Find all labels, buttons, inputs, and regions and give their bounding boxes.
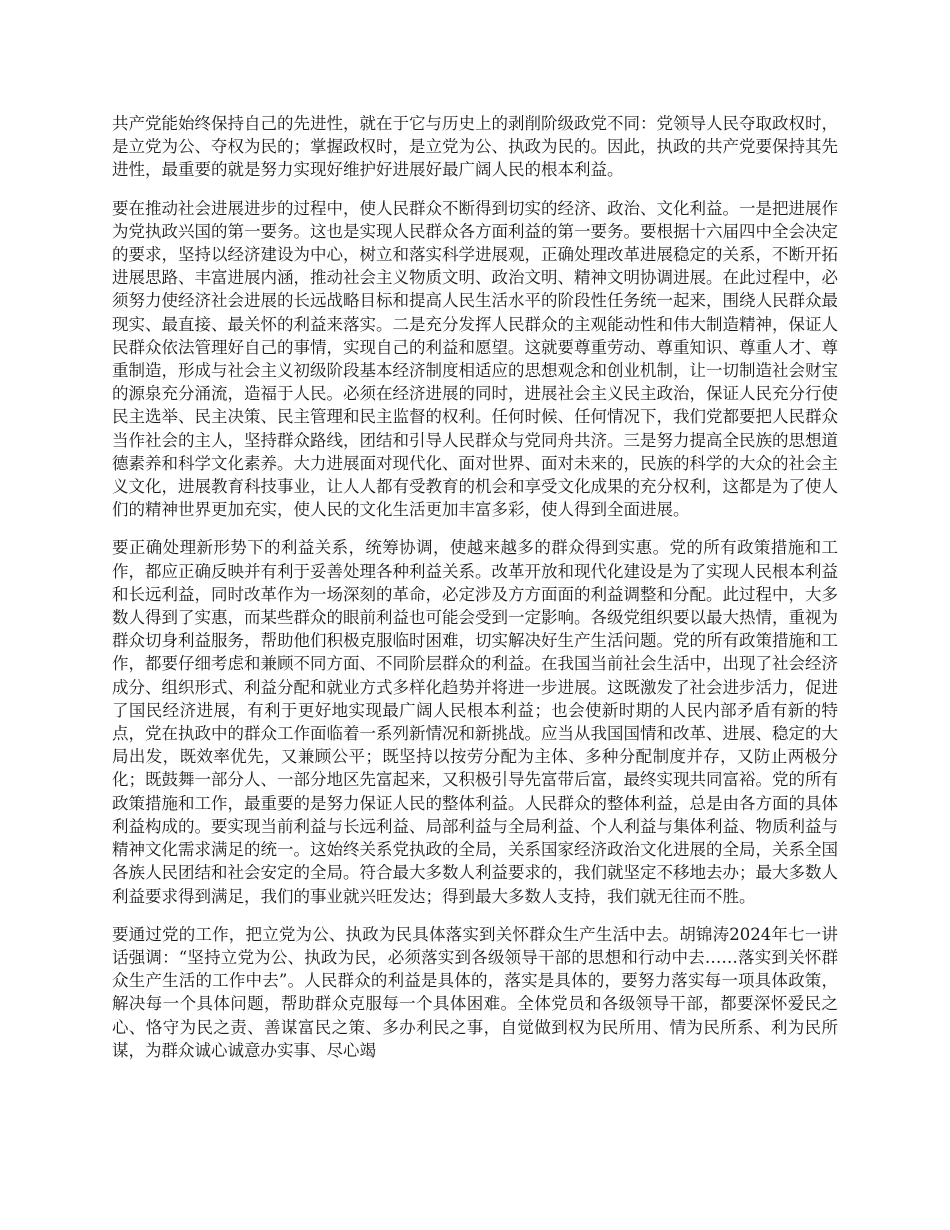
paragraph-4: 要通过党的工作，把立党为公、执政为民具体落实到关怀群众生产生活中去。胡锦涛2024年七一讲话强调：“坚持立党为公、执政为民，必须落实到各级领导干部的思想和行动中去……落实到关怀群众生产生活的工作中去”。人民群众的利益是具体的，落实是具体的，要努力落实每一项具体政策，解决每一个具体问题，帮助群众克服每一个具体困难。全体党员和各级领导干部，都要深怀爱民之心、恪守为民之责、善谋富民之策、多办利民之事，自觉做到权为民所用、情为民所系、利为民所谋，为群众诚心诚意办实事、尽心竭 bbox=[112, 924, 838, 1060]
paragraph-1: 共产党能始终保持自己的先进性，就在于它与历史上的剥削阶级政党不同：党领导人民夺取政权时，是立党为公、夺权为民的；掌握政权时，是立党为公、执政为民的。因此，执政的共产党要保持其先进性，最重要的就是努力实现好维护好进展好最广阔人民的根本利益。 bbox=[112, 114, 838, 180]
document-body bbox=[112, 112, 838, 1077]
paragraph-2: 要在推动社会进展进步的过程中，使人民群众不断得到切实的经济、政治、文化利益。一是把进展作为党执政兴国的第一要务。这也是实现人民群众各方面利益的第一要务。要根据十六届四中全会决定的要求，坚持以经济建设为中心，树立和落实科学进展观，正确处理改革进展稳定的关系，不断开拓进展思路、丰富进展内涵，推动社会主义物质文明、政治文明、精神文明协调进展。在此过程中，必须努力使经济社会进展的长远战略目标和提高人民生活水平的阶段性任务统一起来，围绕人民群众最现实、最直接、最关怀的利益来落实。二是充分发挥人民群众的主观能动性和伟大制造精神，保证人民群众依法管理好自己的事情，实现自己的利益和愿望。这就要尊重劳动、尊重知识、尊重人才、尊重制造，形成与社会主义初级阶段基本经济制度相适应的思想观念和创业机制，让一切制造社会财宝的源泉充分涌流，造福于人民。必须在经济进展的同时，进展社会主义民主政治，保证人民充分行使民主选举、民主决策、民主管理和民主监督的权利。任何时候、任何情况下，我们党都要把人民群众当作社会的主人，坚持群众路线，团结和引导人民群众与党同舟共济。三是努力提高全民族的思想道德素养和科学文化素养。大力进展面对现代化、面对世界、面对未来的，民族的科学的大众的社会主义文化，进展教育科技事业，让人人都有受教育的机会和享受文化成果的充分权利，这都是为了使人们的精神世界更加充实，使人民的文化生活更加丰富多彩，使人得到全面进展。 bbox=[112, 198, 838, 520]
paragraph-3: 要正确处理新形势下的利益关系，统筹协调，使越来越多的群众得到实惠。党的所有政策措施和工作，都应正确反映并有利于妥善处理各种利益关系。改革开放和现代化建设是为了实现人民根本利益和长远利益，同时改革作为一场深刻的革命，必定涉及方方面面的利益调整和分配。此过程中，大多数人得到了实惠，而某些群众的眼前利益也可能会受到一定影响。各级党组织要以最大热情，重视为群众切身利益服务，帮助他们积极克服临时困难，切实解决好生产生活问题。党的所有政策措施和工作，都要仔细考虑和兼顾不同方面、不同阶层群众的利益。在我国当前社会生活中，出现了社会经济成分、组织形式、利益分配和就业方式多样化趋势并将进一步进展。这既激发了社会进步活力，促进了国民经济进展，有利于更好地实现最广阔人民根本利益；也会使新时期的人民内部矛盾有新的特点，党在执政中的群众工作面临着一系列新情况和新挑战。应当从我国国情和改革、进展、稳定的大局出发，既效率优先，又兼顾公平；既坚持以按劳分配为主体、多种分配制度并存，又防止两极分化；既鼓舞一部分人、一部分地区先富起来，又积极引导先富带后富，最终实现共同富裕。党的所有政策措施和工作，最重要的是努力保证人民的整体利益。人民群众的整体利益，总是由各方面的具体利益构成的。要实现当前利益与长远利益、局部利益与全局利益、个人利益与集体利益、物质利益与精神文化需求满足的统一。这始终关系党执政的全局，关系国家经济政治文化进展的全局，关系全国各族人民团结和社会安定的全局。符合最大多数人利益要求的，我们就坚定不移地去办；最大多数人利益要求得到满足，我们的事业就兴旺发达；得到最大多数人支持，我们就无往而不胜。 bbox=[112, 538, 838, 906]
